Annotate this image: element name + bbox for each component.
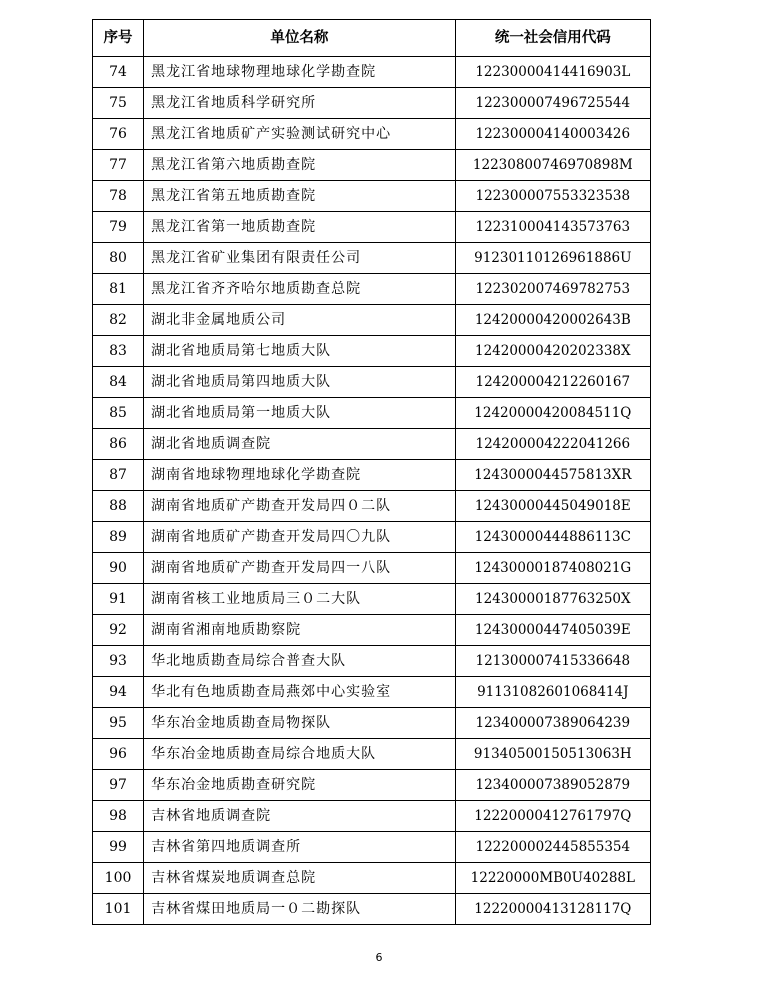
table-row — [93, 522, 651, 553]
row-serial-number: 81 — [93, 274, 144, 305]
row-credit-code: 12420000420202338X — [455, 336, 650, 367]
row-unit-name: 吉林省煤田地质局一０二勘探队 — [144, 894, 456, 925]
table-row — [93, 119, 651, 150]
table-row — [93, 243, 651, 274]
row-unit-name: 湖南省地质矿产勘查开发局四一八队 — [144, 553, 456, 584]
row-unit-name: 黑龙江省地球物理地球化学勘查院 — [144, 57, 456, 88]
row-credit-code: 123400007389052879 — [455, 770, 650, 801]
row-credit-code: 12430000187763250X — [455, 584, 650, 615]
row-unit-name: 华东冶金地质勘查研究院 — [144, 770, 456, 801]
row-unit-name: 湖南省核工业地质局三０二大队 — [144, 584, 456, 615]
row-unit-name: 湖北省地质局第四地质大队 — [144, 367, 456, 398]
table-row — [93, 181, 651, 212]
row-unit-name: 吉林省煤炭地质调查总院 — [144, 863, 456, 894]
row-credit-code: 122302007469782753 — [455, 274, 650, 305]
table-row — [93, 305, 651, 336]
row-credit-code: 12230000414416903L — [455, 57, 650, 88]
table-header — [93, 20, 651, 57]
table-row — [93, 429, 651, 460]
row-credit-code: 12420000420002643B — [455, 305, 650, 336]
row-serial-number: 100 — [93, 863, 144, 894]
table-row — [93, 646, 651, 677]
table-row — [93, 88, 651, 119]
table-row — [93, 336, 651, 367]
table-row — [93, 57, 651, 88]
header-row — [93, 20, 651, 57]
row-unit-name: 吉林省第四地质调查所 — [144, 832, 456, 863]
row-credit-code: 91230110126961886U — [455, 243, 650, 274]
row-unit-name: 黑龙江省地质矿产实验测试研究中心 — [144, 119, 456, 150]
page-number: 6 — [375, 951, 383, 964]
row-serial-number: 88 — [93, 491, 144, 522]
header-credit-code: 统一社会信用代码 — [455, 20, 650, 57]
row-credit-code: 12430000445049018E — [455, 491, 650, 522]
header-unit-name: 单位名称 — [144, 20, 456, 57]
row-serial-number: 92 — [93, 615, 144, 646]
row-unit-name: 湖南省湘南地质勘察院 — [144, 615, 456, 646]
row-unit-name: 黑龙江省地质科学研究所 — [144, 88, 456, 119]
table-row — [93, 615, 651, 646]
row-unit-name: 华东冶金地质勘查局物探队 — [144, 708, 456, 739]
row-unit-name: 华北有色地质勘查局燕郊中心实验室 — [144, 677, 456, 708]
table-row — [93, 770, 651, 801]
row-serial-number: 77 — [93, 150, 144, 181]
row-serial-number: 95 — [93, 708, 144, 739]
row-credit-code: 12230800746970898M — [455, 150, 650, 181]
row-serial-number: 76 — [93, 119, 144, 150]
row-serial-number: 74 — [93, 57, 144, 88]
row-unit-name: 黑龙江省齐齐哈尔地质勘查总院 — [144, 274, 456, 305]
table-row — [93, 739, 651, 770]
row-serial-number: 94 — [93, 677, 144, 708]
row-serial-number: 84 — [93, 367, 144, 398]
row-serial-number: 87 — [93, 460, 144, 491]
row-serial-number: 97 — [93, 770, 144, 801]
table-row — [93, 801, 651, 832]
row-unit-name: 湖南省地质矿产勘查开发局四〇九队 — [144, 522, 456, 553]
row-unit-name: 湖北省地质调查院 — [144, 429, 456, 460]
row-credit-code: 12430000447405039E — [455, 615, 650, 646]
row-serial-number: 79 — [93, 212, 144, 243]
row-serial-number: 96 — [93, 739, 144, 770]
row-credit-code: 122310004143573763 — [455, 212, 650, 243]
row-serial-number: 98 — [93, 801, 144, 832]
table-row — [93, 832, 651, 863]
row-unit-name: 湖北非金属地质公司 — [144, 305, 456, 336]
row-serial-number: 93 — [93, 646, 144, 677]
row-serial-number: 78 — [93, 181, 144, 212]
row-credit-code: 1243000044575813XR — [455, 460, 650, 491]
row-serial-number: 80 — [93, 243, 144, 274]
row-unit-name: 黑龙江省第一地质勘查院 — [144, 212, 456, 243]
table-row — [93, 460, 651, 491]
row-credit-code: 12220000412761797Q — [455, 801, 650, 832]
table-row — [93, 398, 651, 429]
registry-table — [92, 19, 651, 925]
table-row — [93, 894, 651, 925]
row-credit-code: 124200004212260167 — [455, 367, 650, 398]
row-credit-code: 12430000444886113C — [455, 522, 650, 553]
row-credit-code: 12220000MB0U40288L — [455, 863, 650, 894]
table-row — [93, 274, 651, 305]
table-row — [93, 212, 651, 243]
row-unit-name: 黑龙江省第六地质勘查院 — [144, 150, 456, 181]
row-unit-name: 湖北省地质局第七地质大队 — [144, 336, 456, 367]
table-row — [93, 553, 651, 584]
row-credit-code: 122300004140003426 — [455, 119, 650, 150]
row-credit-code: 12230000749672554​4 — [455, 88, 650, 119]
row-serial-number: 99 — [93, 832, 144, 863]
row-serial-number: 75 — [93, 88, 144, 119]
row-credit-code: 91131082601068414J — [455, 677, 650, 708]
row-credit-code: 12420000420084511Q — [455, 398, 650, 429]
header-serial-number: 序号 — [93, 20, 144, 57]
row-serial-number: 82 — [93, 305, 144, 336]
row-serial-number: 83 — [93, 336, 144, 367]
row-unit-name: 黑龙江省矿业集团有限责任公司 — [144, 243, 456, 274]
row-credit-code: 122200002445855354 — [455, 832, 650, 863]
row-credit-code: 122300007553323538 — [455, 181, 650, 212]
row-credit-code: 12220000413128117Q — [455, 894, 650, 925]
row-unit-name: 黑龙江省第五地质勘查院 — [144, 181, 456, 212]
row-serial-number: 86 — [93, 429, 144, 460]
table-row — [93, 367, 651, 398]
table-body — [93, 57, 651, 925]
table-row — [93, 863, 651, 894]
row-credit-code: 91340500150513063H — [455, 739, 650, 770]
table-row — [93, 708, 651, 739]
row-serial-number: 90 — [93, 553, 144, 584]
row-credit-code: 123400007389064239 — [455, 708, 650, 739]
row-unit-name: 湖南省地质矿产勘查开发局四０二队 — [144, 491, 456, 522]
row-unit-name: 华北地质勘查局综合普查大队 — [144, 646, 456, 677]
row-serial-number: 91 — [93, 584, 144, 615]
row-unit-name: 湖北省地质局第一地质大队 — [144, 398, 456, 429]
table-row — [93, 677, 651, 708]
row-serial-number: 89 — [93, 522, 144, 553]
table-row — [93, 584, 651, 615]
row-credit-code: 121300007415336648 — [455, 646, 650, 677]
row-unit-name: 华东冶金地质勘查局综合地质大队 — [144, 739, 456, 770]
row-serial-number: 85 — [93, 398, 144, 429]
table-row — [93, 150, 651, 181]
row-credit-code: 12430000187408021G — [455, 553, 650, 584]
row-credit-code: 124200004222041266 — [455, 429, 650, 460]
table-row — [93, 491, 651, 522]
row-unit-name: 湖南省地球物理地球化学勘查院 — [144, 460, 456, 491]
row-serial-number: 101 — [93, 894, 144, 925]
row-unit-name: 吉林省地质调查院 — [144, 801, 456, 832]
